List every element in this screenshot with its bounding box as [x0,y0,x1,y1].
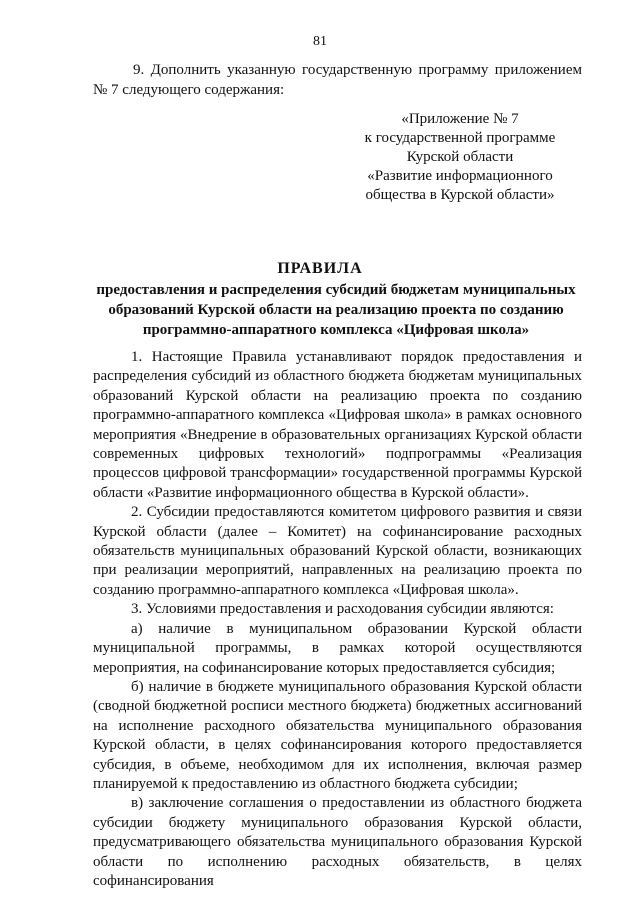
paragraph-2: 2. Субсидии предоставляются комитетом цифрового развития и связи Курской области (далее – Комитет) на софинансирование расходных обязательств муниципальных образований Курской области, возникающих при реализации мероприятий, направленных на реализацию проекта по созданию программно-аппаратного комплекса «Цифровая школа». [93,504,582,598]
appendix-header [340,110,580,205]
subtitle-line: программно-аппаратного комплекса «Цифровая школа» [142,322,530,338]
appendix-line: «Приложение № 7 [401,111,519,127]
paragraph-3b: б) наличие в бюджете муниципального образования Курской области (сводной бюджетной росписи местного бюджета) бюджетных ассигнований на исполнение расходного обязательства муниципального образования Курской области, в целях софинансирования которого предоставляется субсидия, в объеме, необходимом для их исполнения, включая размер планируемой к предоставлению из областного бюджета субсидии; [93,678,582,792]
paragraph-3: 3. Условиями предоставления и расходования субсидии являются: [131,601,554,618]
rules-subtitle [90,280,582,340]
paragraph-3c: в) заключение соглашения о предоставлении из областного бюджета субсидии бюджету муниципального образования Курской области, предусматривающего обязательства муниципального образования Курской области по исполнению расходных обязательств, в целях софинансирования [93,795,582,889]
paragraph-1: 1. Настоящие Правила устанавливают порядок предоставления и распределения субсидий из областного бюджета бюджетам муниципальных образований Курской области на реализацию проекта по созданию программно-аппаратного комплекса «Цифровая школа» в рамках основного мероприятия «Внедрение в образовательных организациях Курской области современных цифровых технологий» подпрограммы «Реализация процессов цифровой трансформации» государственной программы Курской области «Развитие информационного общества в Курской области». [93,349,582,501]
subtitle-line: предоставления и распределения субсидий бюджетам муниципальных [96,282,576,298]
subtitle-line: образований Курской области на реализацию проекта по созданию [108,302,564,318]
appendix-line: к государственной программе [364,130,556,146]
appendix-line: «Развитие информационного [367,168,553,184]
rules-body [93,348,582,891]
page-number: 81 [313,34,327,49]
rules-title: ПРАВИЛА [277,260,363,277]
paragraph-3a: а) наличие в муниципальном образовании Курской области муниципальной программы, в рамках которой осуществляются мероприятия, на софинансирование которых предоставляется субсидия; [93,620,582,676]
appendix-line: общества в Курской области» [365,187,555,203]
intro-paragraph: 9. Дополнить указанную государственную программу приложением № 7 следующего содержания: [93,62,582,98]
appendix-line: Курской области [406,149,514,165]
